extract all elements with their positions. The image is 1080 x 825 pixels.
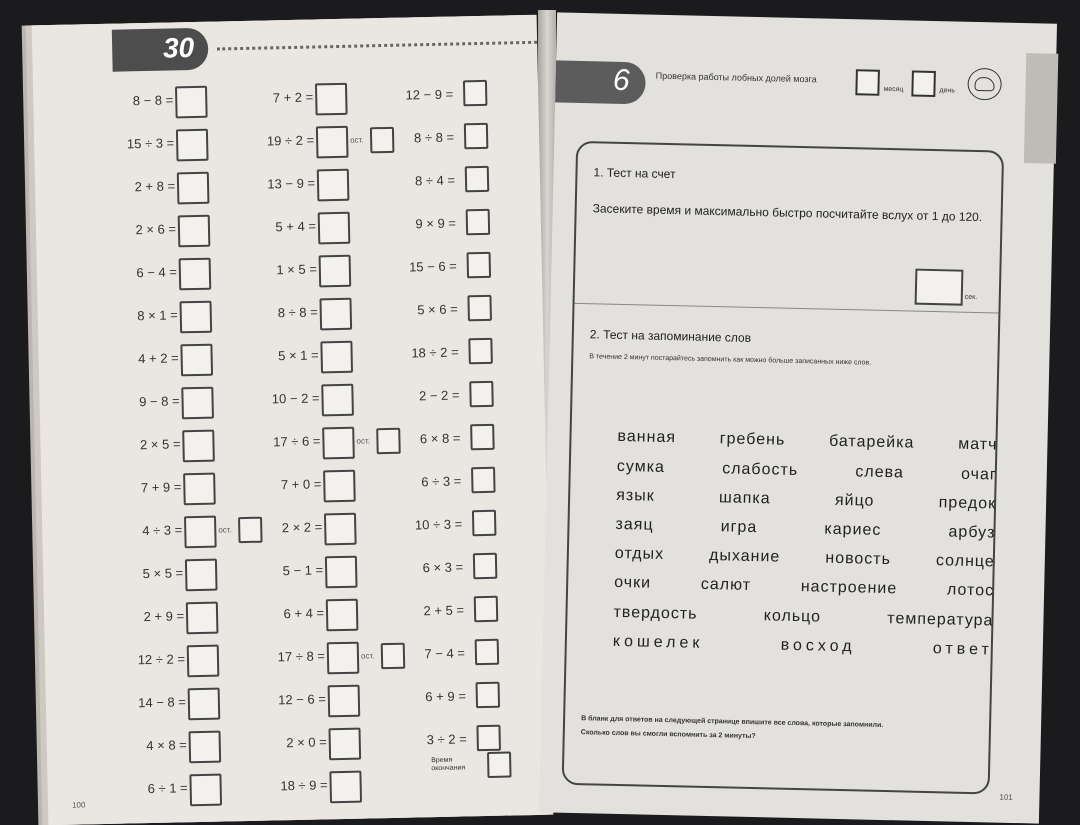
answer-box[interactable] <box>178 215 211 248</box>
word: сумка <box>616 457 666 476</box>
word: яйцо <box>834 491 875 510</box>
problem-label: 12 ÷ 2 = <box>137 651 186 668</box>
problem-label: 17 ÷ 8 = <box>277 648 326 665</box>
answer-box[interactable] <box>326 599 359 632</box>
section1-title: 1. Тест на счет <box>593 165 676 182</box>
answer-box[interactable] <box>325 556 358 589</box>
seconds-unit: сек. <box>964 293 978 302</box>
answer-box[interactable] <box>472 510 497 536</box>
problem-label: 14 − 8 = <box>138 694 187 711</box>
answer-box[interactable] <box>323 470 356 503</box>
page-number-right: 101 <box>999 792 1013 802</box>
problem-label: 6 × 3 = <box>422 559 464 576</box>
day-label: день <box>939 87 956 95</box>
answer-box[interactable] <box>185 559 218 592</box>
problem-label: 19 ÷ 2 = <box>266 132 315 149</box>
answer-box[interactable] <box>468 338 493 364</box>
answer-box[interactable] <box>476 682 501 708</box>
answer-box[interactable] <box>321 384 354 417</box>
answer-box[interactable] <box>470 424 495 450</box>
problem-label: 8 − 8 = <box>132 92 174 109</box>
answer-box[interactable] <box>318 212 351 245</box>
problem-label: 13 − 9 = <box>267 175 316 192</box>
answer-box[interactable] <box>189 774 222 807</box>
answer-box[interactable] <box>469 381 494 407</box>
problem-label: 6 − 4 = <box>136 264 178 281</box>
word: предок <box>938 494 997 513</box>
problem-label: 6 + 9 = <box>425 688 466 705</box>
answer-box[interactable] <box>184 516 217 549</box>
problem-label: 8 ÷ 8 = <box>413 129 455 146</box>
word: слабость <box>721 460 799 480</box>
answer-box[interactable] <box>179 301 212 334</box>
answer-box[interactable] <box>327 642 360 675</box>
problem-label: 4 ÷ 3 = <box>142 522 183 539</box>
problem-label: 2 − 2 = <box>418 387 460 404</box>
answer-box[interactable] <box>181 387 214 420</box>
problem-label: 15 ÷ 3 = <box>126 135 175 152</box>
problem-label: 4 + 2 = <box>138 350 179 367</box>
answer-box[interactable] <box>176 129 209 162</box>
word: ответ <box>932 640 993 659</box>
problem-label: 2 + 9 = <box>143 608 185 625</box>
month-label: месяц <box>883 85 904 94</box>
problem-label: 5 × 5 = <box>142 565 184 582</box>
answer-box[interactable] <box>324 513 357 546</box>
answer-box[interactable] <box>188 731 221 764</box>
word: слева <box>855 463 905 482</box>
problem-label: 5 + 4 = <box>275 218 317 235</box>
word: гребень <box>719 430 786 449</box>
answer-box[interactable] <box>322 427 355 460</box>
right-page <box>539 12 1057 823</box>
answer-box[interactable] <box>463 80 488 106</box>
problem-label: 12 − 6 = <box>277 691 327 708</box>
side-tab <box>1024 53 1058 164</box>
answer-box[interactable] <box>475 639 500 665</box>
problem-label: 12 − 9 = <box>405 86 454 103</box>
problem-label: 9 − 8 = <box>138 393 180 410</box>
answer-box[interactable] <box>328 728 361 761</box>
answer-box[interactable] <box>467 295 492 321</box>
page-number-left: 100 <box>71 800 86 810</box>
problem-label: 7 + 2 = <box>272 89 314 106</box>
word: твердость <box>613 603 698 623</box>
word: температура <box>887 610 994 630</box>
word: очки <box>614 573 652 592</box>
answer-box[interactable] <box>467 252 492 278</box>
word-row <box>613 604 993 631</box>
problem-label: 18 ÷ 2 = <box>411 344 459 361</box>
answer-box[interactable] <box>186 602 219 635</box>
section2-title: 2. Тест на запоминание слов <box>589 327 752 345</box>
word: шапка <box>718 489 771 508</box>
word: кариес <box>824 520 882 539</box>
problem-label: 2 × 0 = <box>286 734 327 751</box>
word: настроение <box>800 578 898 598</box>
word: игра <box>720 518 758 537</box>
answer-box[interactable] <box>316 126 349 159</box>
word: лотос <box>946 581 995 600</box>
word: ванная <box>617 427 677 447</box>
word: матч <box>958 435 998 454</box>
answer-box[interactable] <box>466 209 491 235</box>
remainder-label: ост. <box>350 135 364 145</box>
word: отдых <box>614 544 665 563</box>
problem-label: 6 × 8 = <box>419 430 461 447</box>
test-badge <box>555 60 646 104</box>
answer-box[interactable] <box>465 166 490 192</box>
answer-box[interactable] <box>182 430 215 463</box>
day-number: 30 <box>162 31 195 64</box>
seconds-box[interactable] <box>915 269 964 306</box>
finish-time-label: Время окончания <box>431 756 466 773</box>
problem-label: 5 × 6 = <box>417 301 458 318</box>
remainder-label: ост. <box>356 436 371 446</box>
problem-label: 1 × 5 = <box>276 261 317 278</box>
problem-label: 8 ÷ 8 = <box>277 304 318 321</box>
problem-label: 2 × 5 = <box>139 436 181 453</box>
problem-label: 17 ÷ 6 = <box>273 433 321 450</box>
finish-time-box[interactable] <box>487 751 512 777</box>
problem-label: 6 + 4 = <box>283 605 325 622</box>
answer-box[interactable] <box>319 255 352 288</box>
answer-box[interactable] <box>317 169 350 202</box>
remainder-label: ост. <box>218 525 232 535</box>
test-panel <box>562 141 1005 795</box>
word: восход <box>780 636 856 656</box>
word-row <box>616 487 996 514</box>
answer-box[interactable] <box>474 596 499 622</box>
problem-label: 15 − 6 = <box>408 258 457 275</box>
brain-icon <box>967 68 1002 101</box>
answer-box[interactable] <box>177 172 210 205</box>
word: кольцо <box>763 607 822 626</box>
problem-label: 5 × 1 = <box>278 347 319 364</box>
word: салют <box>700 575 752 594</box>
answer-box[interactable] <box>315 83 348 116</box>
word-row <box>615 545 995 572</box>
problem-label: 2 × 6 = <box>135 221 177 238</box>
day-box[interactable] <box>911 70 936 97</box>
header-title: Проверка работы лобных долей мозга <box>655 70 817 85</box>
section2-instruction: В течение 2 минут постарайтесь запомнить как можно больше записанных ниже слов. <box>589 353 872 367</box>
answer-box[interactable] <box>188 688 221 721</box>
problem-label: 10 − 2 = <box>271 390 320 407</box>
header-dotted-line <box>217 41 537 51</box>
answer-box[interactable] <box>320 341 353 374</box>
word-row <box>615 516 995 543</box>
answer-box[interactable] <box>476 725 501 751</box>
answer-box[interactable] <box>473 553 498 579</box>
test-number: 6 <box>612 63 630 98</box>
word: очаг <box>960 465 997 484</box>
word-row <box>617 458 997 485</box>
problem-label: 2 + 8 = <box>134 178 176 195</box>
left-page <box>32 15 554 825</box>
problem-label: 4 × 8 = <box>146 737 187 754</box>
problem-label: 7 + 9 = <box>140 479 182 496</box>
day-badge <box>112 28 209 72</box>
footer-line1: В бланк для ответов на следующей странице впишите все слова, которые запомнили. <box>581 715 884 730</box>
problem-label: 18 ÷ 9 = <box>280 777 328 794</box>
month-box[interactable] <box>855 69 880 96</box>
answer-box[interactable] <box>183 473 216 506</box>
answer-box[interactable] <box>328 685 361 718</box>
problem-label: 6 ÷ 3 = <box>421 473 462 490</box>
problem-label: 5 − 1 = <box>282 562 324 579</box>
word: солнце <box>935 552 995 571</box>
answer-box[interactable] <box>179 258 212 291</box>
problem-label: 2 + 5 = <box>423 602 465 619</box>
word-row <box>614 574 994 601</box>
answer-box[interactable] <box>319 298 352 331</box>
word: язык <box>616 486 655 505</box>
word: заяц <box>615 515 654 534</box>
problem-label: 7 + 0 = <box>280 476 322 493</box>
problem-label: 10 ÷ 3 = <box>414 516 463 533</box>
problem-label: 6 ÷ 1 = <box>147 780 188 797</box>
problem-label: 8 ÷ 4 = <box>414 172 456 189</box>
problem-label: 8 × 1 = <box>137 307 178 324</box>
word: арбуз <box>948 523 996 542</box>
problem-label: 7 − 4 = <box>424 645 466 662</box>
word-row <box>613 633 993 660</box>
answer-box[interactable] <box>329 771 362 804</box>
word: батарейка <box>828 432 915 452</box>
problem-label: 9 × 9 = <box>415 215 457 232</box>
answer-box[interactable] <box>180 344 213 377</box>
answer-box[interactable] <box>175 86 208 119</box>
word: новость <box>825 549 892 569</box>
answer-box[interactable] <box>471 467 496 493</box>
word: дыхание <box>708 547 781 566</box>
answer-box[interactable] <box>464 123 489 149</box>
problem-label: 3 ÷ 2 = <box>426 731 467 748</box>
word: кошелек <box>612 632 704 652</box>
remainder-label: ост. <box>360 651 375 661</box>
problem-label: 2 × 2 = <box>281 519 323 536</box>
section1-instruction: Засеките время и максимально быстро посчитайте вслух от 1 до 120. <box>592 201 983 225</box>
footer-line2: Сколько слов вы смогли вспомнить за 2 минуты? <box>580 729 756 741</box>
answer-box[interactable] <box>187 645 220 678</box>
word-row <box>617 428 997 455</box>
